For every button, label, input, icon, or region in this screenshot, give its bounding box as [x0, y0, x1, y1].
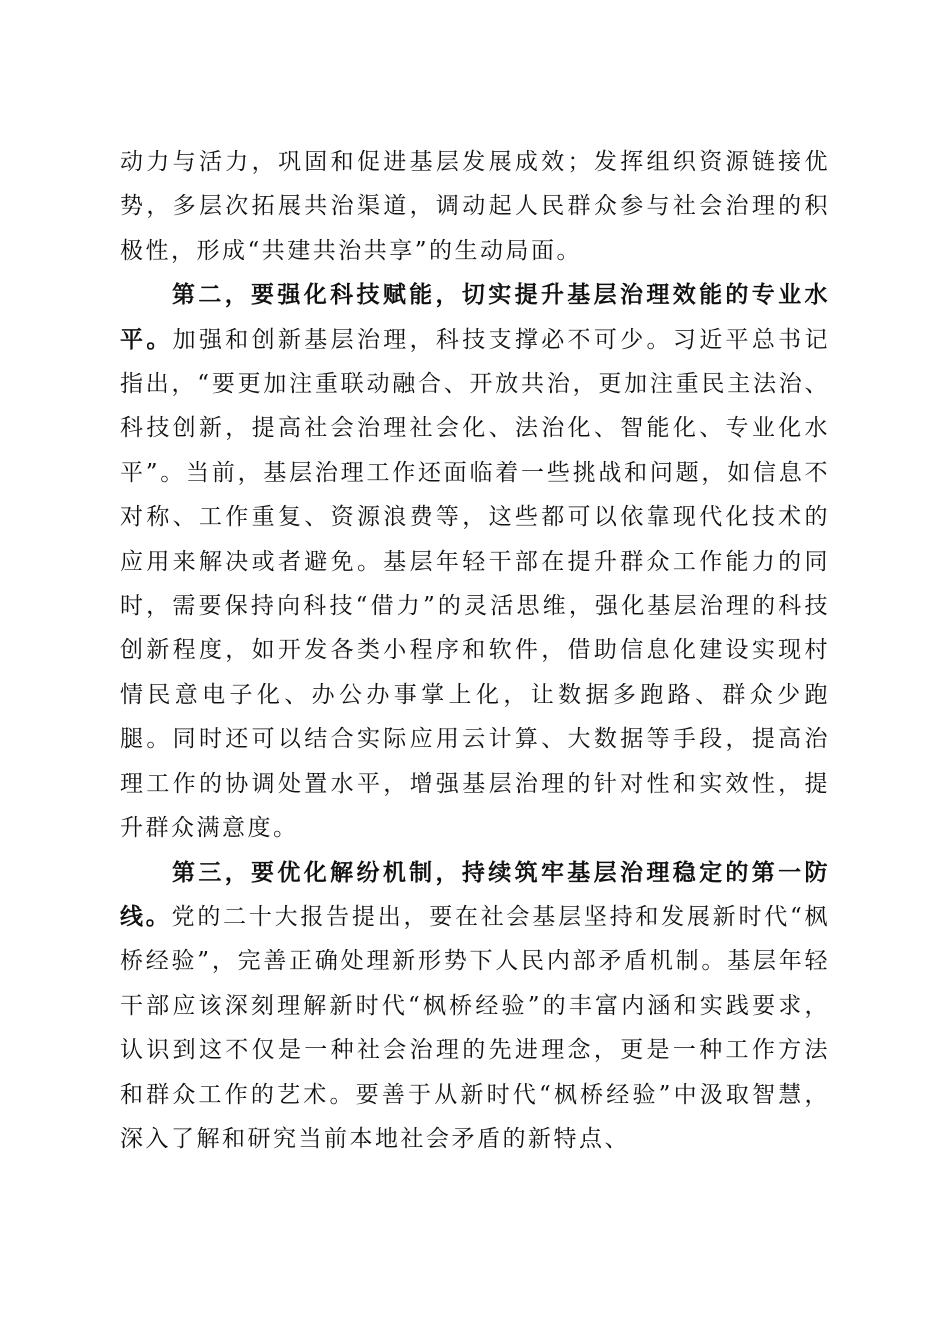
paragraph-text: 党的二十大报告提出，要在社会基层坚持和发展新时代“枫桥经验”，完善正确处理新形势下人民内部矛盾机制。基层年轻干部应该深刻理解新时代“枫桥经验”的丰富内涵和实践要求，认识到这不仅是一种社会治理的先进理念，更是一种工作方法和群众工作的艺术。要善于从新时代“枫桥经验”中汲取智慧，深入了解和研究当前本地社会矛盾的新特点、	[120, 903, 831, 1152]
paragraph-third-point	[120, 851, 830, 1162]
paragraph-continuation	[120, 140, 830, 273]
paragraph-lead: 第二，要强化科技赋能，切实提升基层治理效能的专业水平。	[120, 281, 830, 353]
body-text	[120, 140, 830, 1161]
paragraph-lead: 第三，要优化解纷机制，持续筑牢基层治理稳定的第一防线。	[120, 858, 830, 930]
paragraph-text: 加强和创新基层治理，科技支撑必不可少。习近平总书记指出，“要更加注重联动融合、开放共治，更加注重民主法治、科技创新，提高社会治理社会化、法治化、智能化、专业化水平”。当前，基层治理工作还面临着一些挑战和问题，如信息不对称、工作重复、资源浪费等，这些都可以依靠现代化技术的应用来解决或者避免。基层年轻干部在提升群众工作能力的同时，需要保持向科技“借力”的灵活思维，强化基层治理的科技创新程度，如开发各类小程序和软件，借助信息化建设实现村情民意电子化、办公办事掌上化，让数据多跑路、群众少跑腿。同时还可以结合实际应用云计算、大数据等手段，提高治理工作的协调处置水平，增强基层治理的针对性和实效性，提升群众满意度。	[120, 326, 831, 842]
paragraph-second-point	[120, 273, 830, 850]
paragraph-text: 动力与活力，巩固和促进基层发展成效；发挥组织资源链接优势，多层次拓展共治渠道，调动起人民群众参与社会治理的积极性，形成“共建共治共享”的生动局面。	[120, 149, 830, 264]
